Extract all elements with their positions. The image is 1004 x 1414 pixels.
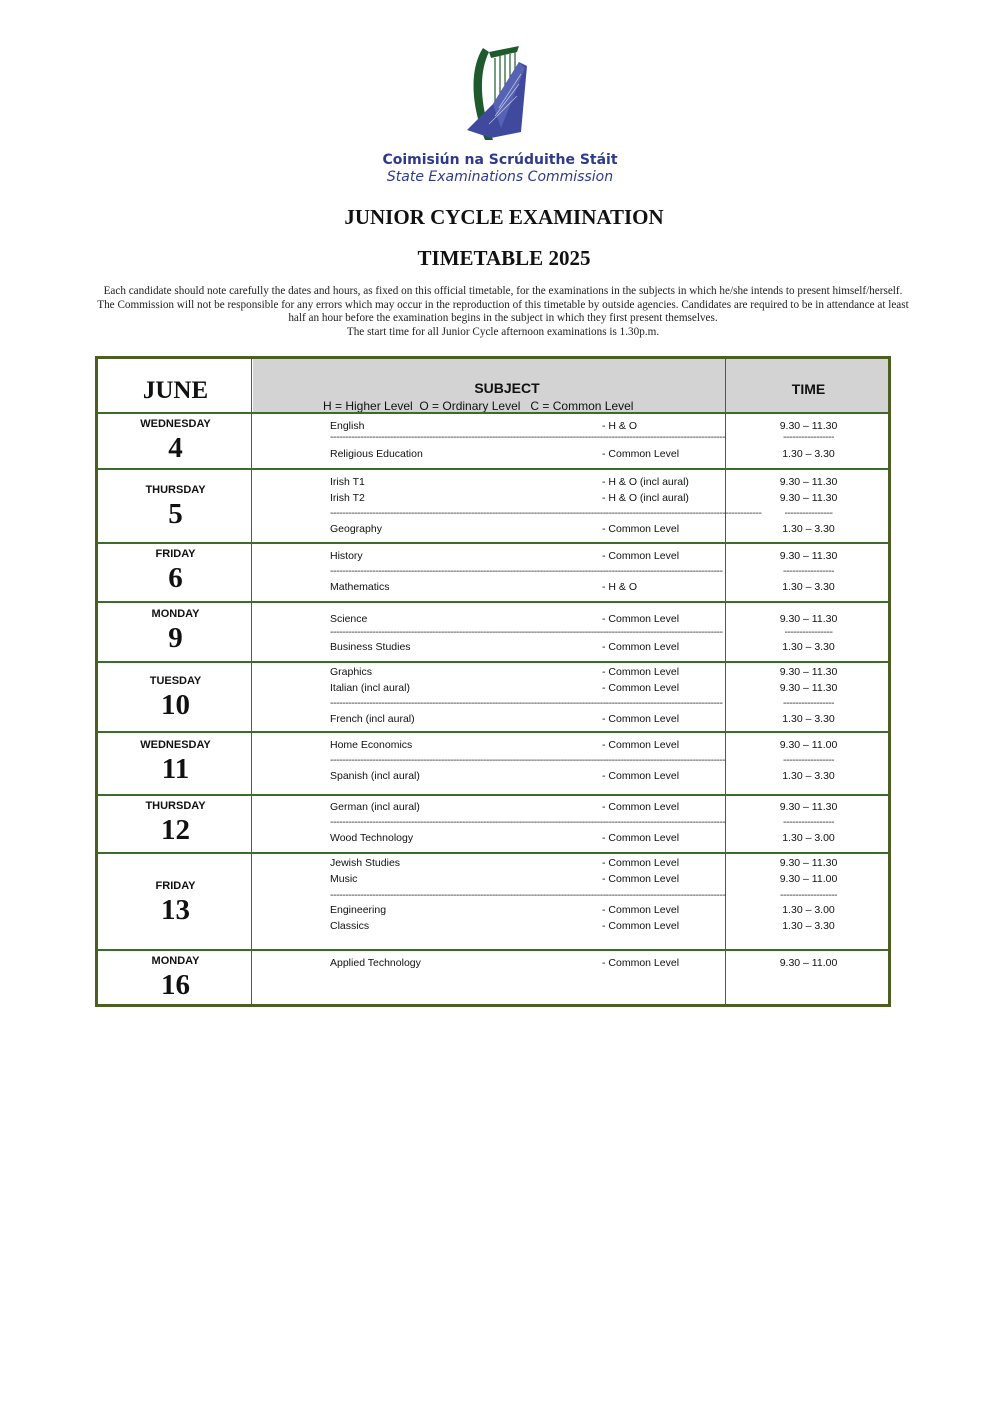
exam-time: 9.30 – 11.00 [779, 957, 838, 969]
intro-line: Each candidate should note carefully the dates and hours, as fixed on this official timetable, for the examinations in the subjects in which he/she intends to present himself/herself. [103, 285, 903, 297]
exam-level: - Common Level [602, 666, 680, 678]
exam-subject: Mathematics [330, 581, 390, 593]
day-name: FRIDAY [155, 880, 196, 892]
table-row-thu-12 [98, 794, 888, 854]
exam-time: 1.30 – 3.00 [782, 904, 835, 916]
exam-subject: Spanish (incl aural) [330, 770, 420, 782]
exam-level: - H & O (incl aural) [602, 492, 689, 504]
exam-level: - Common Level [602, 523, 680, 535]
day-name: TUESDAY [149, 675, 202, 687]
time-separator: ----------------- [783, 565, 834, 577]
exam-subject: Applied Technology [330, 957, 421, 969]
exam-level: - Common Level [602, 770, 680, 782]
exam-level: - Common Level [602, 641, 680, 653]
day-name: MONDAY [151, 955, 200, 967]
day-name: THURSDAY [145, 484, 206, 496]
exam-time: 1.30 – 3.30 [782, 581, 835, 593]
day-name: WEDNESDAY [140, 739, 211, 751]
exam-time: 9.30 – 11.30 [779, 801, 838, 813]
exam-subject: Graphics [330, 666, 373, 678]
exam-level: - Common Level [602, 550, 680, 562]
subject-header: SUBJECT [474, 380, 540, 396]
day-cell [98, 414, 253, 470]
day-cell [98, 470, 253, 544]
org-name-english: State Examinations Commission [386, 169, 614, 185]
exam-subject: History [330, 550, 363, 562]
exam-time: 9.30 – 11.00 [779, 739, 838, 751]
table-row-mon-16 [98, 949, 888, 1006]
intro-text [50, 285, 956, 339]
exam-time: 9.30 – 11.30 [779, 666, 838, 678]
exam-subject: Business Studies [330, 641, 411, 653]
day-name: THURSDAY [145, 800, 206, 812]
org-name-irish: Coimisiún na Scrúduithe Stáit [382, 152, 618, 168]
exam-time: 1.30 – 3.30 [782, 641, 835, 653]
time-separator: ----------------- [783, 431, 834, 443]
exam-subject: German (incl aural) [330, 801, 420, 813]
exam-time: 9.30 – 11.30 [779, 682, 838, 694]
exam-subject: Geography [330, 523, 382, 535]
exam-subject: Wood Technology [330, 832, 414, 844]
day-date: 6 [168, 562, 183, 594]
intro-line: The start time for all Junior Cycle afternoon examinations is 1.30p.m. [346, 325, 660, 338]
timetable [95, 356, 891, 1007]
day-cell [98, 733, 253, 796]
table-row-thu-5 [98, 468, 888, 544]
session-separator: ----------------------------------------------------------------------------------------------------------------------------------- [330, 626, 723, 638]
exam-subject: Classics [330, 920, 370, 932]
day-date: 13 [161, 894, 190, 926]
exam-subject: Home Economics [330, 739, 413, 751]
exam-level: - H & O [602, 420, 638, 432]
day-cell [98, 544, 253, 603]
exam-subject: English [330, 420, 365, 432]
intro-line: half an hour before the examination begins in the subject in which they first present themselves. [288, 312, 718, 325]
time-separator: ----------------- [783, 816, 834, 828]
day-cell [98, 603, 253, 663]
day-cell [98, 796, 253, 854]
table-row-wed-11 [98, 731, 888, 796]
exam-time: 1.30 – 3.30 [782, 448, 835, 460]
exam-subject: Religious Education [330, 448, 423, 460]
day-date: 11 [161, 753, 190, 785]
exam-level: - Common Level [602, 739, 680, 751]
exam-level: - Common Level [602, 920, 680, 932]
day-cell [98, 951, 253, 1006]
time-separator: ---------------- [784, 507, 833, 519]
page-title: JUNIOR CYCLE EXAMINATION [344, 205, 664, 229]
session-separator: ------------------------------------------------------------------------------------------------------------------------------------ [330, 889, 726, 901]
intro-line: The Commission will not be responsible for any errors which may occur in the reproduction of this timetable by outside agencies. Candidates are required to be in attendance at least [97, 298, 909, 311]
exam-level: - Common Level [602, 873, 680, 885]
exam-time: 1.30 – 3.30 [782, 713, 835, 725]
exam-level: - H & O (incl aural) [602, 476, 689, 488]
session-separator: ----------------------------------------------------------------------------------------------------------------------------------- [330, 697, 723, 709]
day-cell [98, 854, 253, 951]
month-header: JUNE [142, 377, 209, 404]
exam-subject: French (incl aural) [330, 713, 415, 725]
day-name: FRIDAY [155, 548, 196, 560]
table-row-tue-10 [98, 661, 888, 733]
exam-subject: Irish T2 [330, 492, 365, 504]
exam-subject: Jewish Studies [330, 857, 401, 869]
harp-logo-icon [455, 44, 545, 148]
day-date: 12 [161, 814, 190, 846]
exam-level: - Common Level [602, 682, 680, 694]
exam-level: - Common Level [602, 857, 680, 869]
exam-level: - Common Level [602, 713, 680, 725]
exam-level: - Common Level [602, 957, 680, 969]
exam-subject: Music [330, 873, 358, 885]
exam-level: - Common Level [602, 448, 680, 460]
day-date: 16 [161, 969, 190, 1001]
time-separator: ----------------- [783, 754, 834, 766]
exam-time: 9.30 – 11.30 [779, 857, 838, 869]
day-date: 5 [168, 498, 183, 530]
time-separator: ------------------- [780, 889, 837, 901]
exam-time: 1.30 – 3.00 [782, 832, 835, 844]
sec-logo [0, 44, 1000, 185]
table-row-fri-13 [98, 852, 888, 951]
exam-level: - Common Level [602, 832, 680, 844]
exam-subject: Italian (incl aural) [330, 682, 410, 694]
exam-subject: Science [330, 613, 368, 625]
session-separator: ----------------------------------------------------------------------------------------------------------------------------------- [330, 565, 723, 577]
exam-level: - Common Level [602, 613, 680, 625]
exam-time: 9.30 – 11.30 [779, 550, 838, 562]
time-separator: ----------------- [783, 697, 834, 709]
day-cell [98, 663, 253, 733]
day-date: 10 [161, 689, 190, 721]
table-row-mon-9 [98, 601, 888, 663]
day-date: 4 [168, 432, 183, 464]
day-date: 9 [168, 622, 183, 654]
table-row-wed-4 [98, 412, 888, 470]
exam-time: 1.30 – 3.30 [782, 920, 835, 932]
session-separator: ------------------------------------------------------------------------------------------------------------------------------------------------ [330, 507, 762, 519]
session-separator: ------------------------------------------------------------------------------------------------------------------------------------ [330, 431, 726, 443]
session-separator: ------------------------------------------------------------------------------------------------------------------------------------ [330, 754, 726, 766]
exam-time: 9.30 – 11.00 [779, 873, 838, 885]
page-subtitle: TIMETABLE 2025 [417, 246, 591, 270]
table-row-fri-6 [98, 542, 888, 603]
exam-time: 9.30 – 11.30 [779, 420, 838, 432]
exam-time: 9.30 – 11.30 [779, 613, 838, 625]
exam-level: - Common Level [602, 904, 680, 916]
exam-subject: Irish T1 [330, 476, 365, 488]
session-separator: ------------------------------------------------------------------------------------------------------------------------------------ [330, 816, 726, 828]
day-name: MONDAY [151, 608, 200, 620]
exam-level: - H & O [602, 581, 638, 593]
time-header: TIME [791, 381, 826, 397]
exam-time: 9.30 – 11.30 [779, 476, 838, 488]
exam-subject: Engineering [330, 904, 387, 916]
level-legend: H = Higher Level O = Ordinary Level C = Common Level [323, 399, 634, 413]
exam-time: 1.30 – 3.30 [782, 523, 835, 535]
exam-level: - Common Level [602, 801, 680, 813]
exam-time: 1.30 – 3.30 [782, 770, 835, 782]
time-separator: ---------------- [784, 626, 833, 638]
day-name: WEDNESDAY [140, 418, 211, 430]
exam-time: 9.30 – 11.30 [779, 492, 838, 504]
